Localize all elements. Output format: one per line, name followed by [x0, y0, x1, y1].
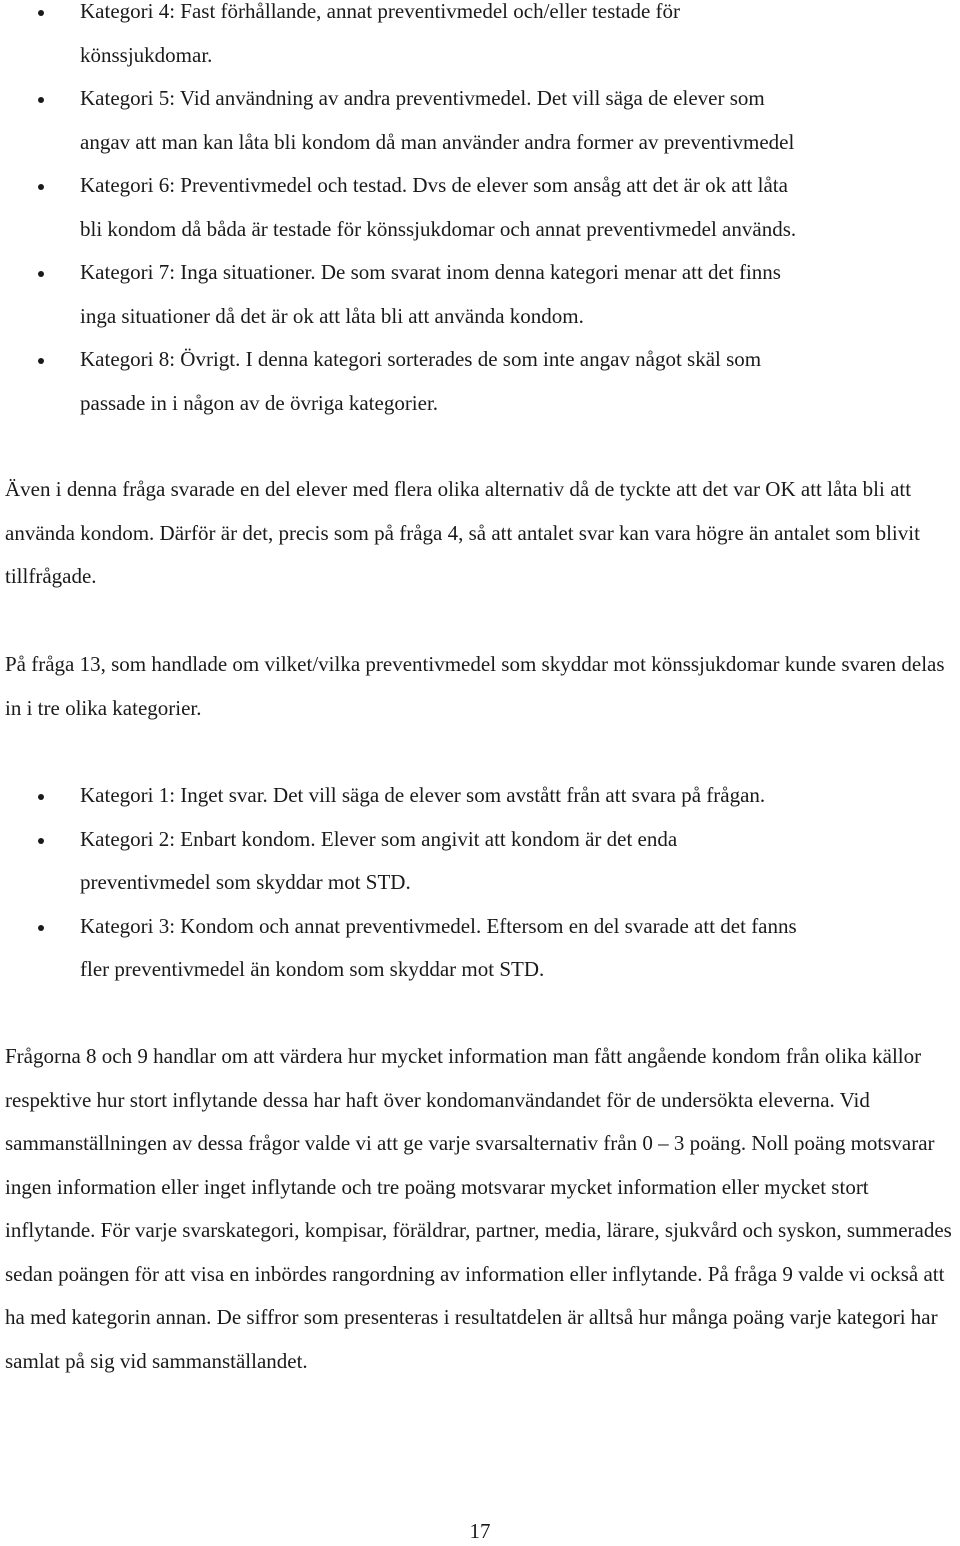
- bullet-icon: [38, 271, 44, 277]
- list-item-lead: Kategori 2: Enbart kondom. Elever som angivit att kondom är det enda: [80, 826, 678, 851]
- bullet-icon: [38, 184, 44, 190]
- bullet-icon: [38, 10, 44, 16]
- list-item-lead: Kategori 6: Preventivmedel och testad. Dvs de elever som ansåg att det är ok att låta: [80, 173, 788, 197]
- paragraph-question-13: På fråga 13, som handlade om vilket/vilka preventivmedel som skyddar mot könssjukdomar kunde svaren delas in i tre olika kategorier.: [5, 652, 945, 720]
- list-item-rest: bli kondom då båda är testade för könssjukdomar och annat preventivmedel används.: [80, 216, 797, 241]
- list-item: [0, 774, 952, 818]
- bullet-icon: [38, 838, 44, 844]
- list-item-rest: preventivmedel som skyddar mot STD.: [80, 870, 411, 894]
- page-number: 17: [469, 1519, 491, 1543]
- list-item: [0, 338, 952, 425]
- category-list-bottom: [0, 774, 952, 992]
- list-item-lead: Kategori 1: Inget svar. Det vill säga de elever som avstått från att svara på frågan.: [80, 783, 766, 807]
- list-item: [0, 0, 952, 77]
- bullet-icon: [38, 794, 44, 800]
- list-item-lead: Kategori 5: Vid användning av andra preventivmedel. Det vill säga de elever som: [80, 86, 765, 110]
- list-item-rest: passade in i någon av de övriga kategorier.: [80, 390, 439, 415]
- paragraph-multiple-answers: Även i denna fråga svarade en del elever med flera olika alternativ då de tyckte att det var OK att låta bli att använda kondom. Därför är det, precis som på fråga 4, så att antalet svar kan vara högre än antalet som blivit tillfrågade.: [5, 477, 920, 588]
- list-item-rest: angav att man kan låta bli kondom då man använder andra former av preventivmedel: [80, 129, 795, 154]
- list-item-lead: Kategori 7: Inga situationer. De som svarat inom denna kategori menar att det finns: [80, 260, 781, 284]
- bullet-icon: [38, 97, 44, 103]
- bullet-icon: [38, 925, 44, 931]
- list-item-rest: fler preventivmedel än kondom som skyddar mot STD.: [80, 957, 545, 981]
- paragraph-questions-8-9: Frågorna 8 och 9 handlar om att värdera hur mycket information man fått angående kondom från olika källor respektive hur stort inflytande dessa har haft över kondomanvändandet för de undersökta eleverna. Vid sammanställningen av dessa frågor valde vi att ge varje svarsalternativ från 0 – 3 poäng. Noll poäng motsvarar ingen information eller inget inflytande och tre poäng motsvarar mycket information eller mycket stort inflytande. För varje svarskategori, kompisar, föräldrar, partner, media, lärare, sjukvård och syskon, summerades sedan poängen för att visa en inbördes rangordning av information eller inflytande. På fråga 9 valde vi också att ha med kategorin annan. De siffror som presenteras i resultatdelen är alltså hur många poäng varje kategori har samlat på sig vid sammanställandet.: [5, 1044, 952, 1373]
- list-item: [0, 818, 952, 905]
- list-item: [0, 251, 952, 338]
- category-list-top: [0, 0, 952, 425]
- list-item: [0, 164, 952, 251]
- list-item-rest: könssjukdomar.: [80, 42, 213, 67]
- bullet-icon: [38, 358, 44, 364]
- list-item-lead: Kategori 4: Fast förhållande, annat preventivmedel och/eller testade för: [80, 0, 681, 23]
- list-item: [0, 77, 952, 164]
- list-item-rest: inga situationer då det är ok att låta bli att använda kondom.: [80, 303, 584, 328]
- list-item-lead: Kategori 3: Kondom och annat preventivmedel. Eftersom en del svarade att det fanns: [80, 913, 797, 938]
- list-item: [0, 905, 952, 992]
- list-item-lead: Kategori 8: Övrigt. I denna kategori sorterades de som inte angav något skäl som: [80, 347, 762, 371]
